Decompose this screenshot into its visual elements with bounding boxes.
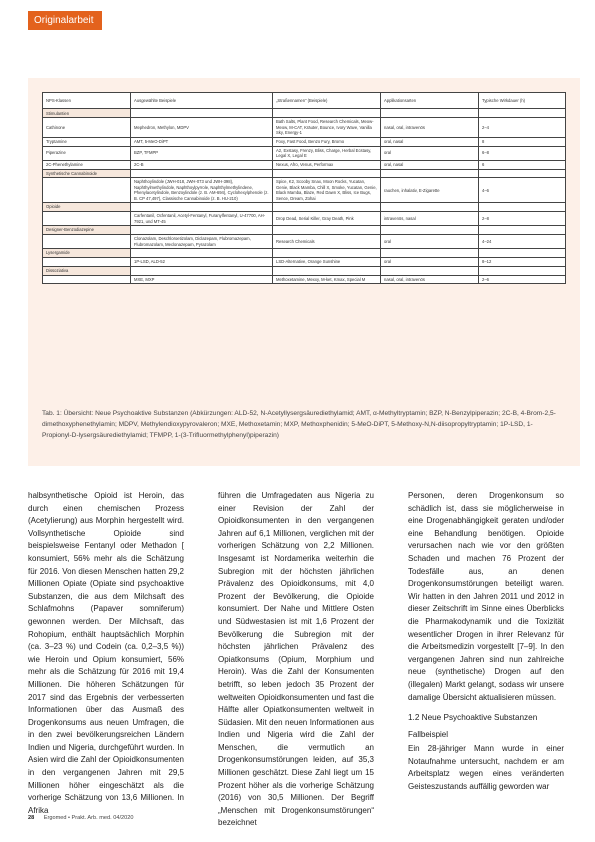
table-cell: Foxy, Fast Food, Benzo Fury, Bromo [273, 137, 381, 146]
table-cell: Nexus, Afro, Venus, Performax [273, 160, 381, 169]
table-cell: Tryptamine [43, 137, 131, 146]
table-row [43, 258, 566, 267]
empty-cell [273, 169, 381, 178]
table-cell: 2C-B [131, 160, 273, 169]
empty-cell [131, 203, 273, 212]
empty-cell [273, 249, 381, 258]
table-category-row [43, 203, 566, 212]
table-cell: nasal, oral, intravenös [381, 118, 479, 138]
table-cell: Methoxetamine, Mexxy, M-ket, Kmax, Special M [273, 275, 381, 284]
table-cell: 6–8 [479, 146, 566, 160]
column-2-text: führen die Umfragedaten aus Nigeria zu einer Revision der Zahl der Opioidkonsumenten in den vergangenen Jahren auf 6,1 Millionen, verglichen mit der vorherigen Schätzung von 2,2 Millionen. Insgesamt ist Nordamerika weiterhin die Subregion mit der höchsten jährlichen Prävalenz des Opioidkonsums, mit 4,0 Prozent der Bevölkerung, die Opioide konsumiert. Der Nahe und Mittlere Osten und Südwestasien ist mit 1,6 Prozent der Bevölkerung die Subregion mit der höchsten jährlichen Prävalenz des Opiatkonsums (Opium, Morphium und Heroin). Was die Zahl der Konsumenten betrifft, so leben jedoch 35 Prozent der weltweiten Opioidkonsumenten und fast die Hälfte aller Opiatkonsumenten weltweit in Südasien. Mit den neuen Informationen aus Indien und Nigeria wird die Zahl der Menschen, die vermutlich an Drogenkonsumstörungen leiden, auf 35,3 Millionen geschätzt. Diese Zahl liegt um 15 Prozent höher als die vorherige Schätzung (2016) von 30,5 Millionen. Der Begriff „Menschen mit Drogenkonsumstörungen“ bezeichnet [218, 491, 374, 828]
section-heading: 1.2 Neue Psychoaktive Substanzen [408, 713, 538, 723]
empty-cell [131, 249, 273, 258]
table-cell: Mephedron, Methylon, MDPV [131, 118, 273, 138]
empty-cell [273, 266, 381, 275]
table-row [43, 178, 566, 203]
table-cell: 8 [479, 137, 566, 146]
table-row [43, 118, 566, 138]
table-cell: rauchen, inhalativ, E-Zigarette [381, 178, 479, 203]
table-cell: 8–12 [479, 258, 566, 267]
table-cell: Piperazine [43, 146, 131, 160]
table-cell: intravenös, nasal [381, 212, 479, 226]
header-duration: Typische Wirkdauer (h) [479, 93, 566, 109]
table-cell: 4–24 [479, 235, 566, 249]
table-cell: BZP, TFMPP [131, 146, 273, 160]
table-cell: Drop Dead, Serial Killer, Gray Death, Pink [273, 212, 381, 226]
table-row [43, 146, 566, 160]
empty-cell [479, 203, 566, 212]
table-caption: Tab. 1: Übersicht: Neue Psychoaktive Substanzen (Abkürzungen: ALD-52, N-Acetyllysergsäurediethylamid; AMT, α-Methyltryptamin; BZP, N-Benzylpiperazin; 2C-B, 4-Brom-2,5-dimethoxyphenethylamin; MDPV, Methylendioxypyrovaleron; MXE, Methoxetamin; MXP, Methoxphenidin; 5-MeO-DiPT, 5-Methoxy-N,N-diisopropyltryptamin; 1P-LSD, 1-Propionyl-D-lysergsäurediethylamid; TFMPP, 1-(3-Trifluormethylphenyl)piperazin) [42, 410, 556, 440]
header-application: Applikationsarten [381, 93, 479, 109]
table-cell: 6 [479, 160, 566, 169]
table-category-row [43, 109, 566, 118]
nps-table [42, 92, 566, 284]
text-column-1 [28, 490, 184, 817]
table-cell: A2, Exstasy, Frenzy, Bliss, Charge, Herbal Ecstasy, Legal X, Legal E [273, 146, 381, 160]
table-cell [43, 258, 131, 267]
empty-cell [381, 203, 479, 212]
empty-cell [381, 249, 479, 258]
table-cell: 2–4 [479, 118, 566, 138]
page-footer [28, 815, 133, 821]
empty-cell [381, 266, 479, 275]
table-cell: AMT, 5-MeO-DiPT [131, 137, 273, 146]
table-cell: 1P-LSD, ALD-52 [131, 258, 273, 267]
header-street-names: „Straßennamen“ (Beispiele) [273, 93, 381, 109]
empty-cell [381, 169, 479, 178]
table-cell: nasal, oral, intravenös [381, 275, 479, 284]
table-cell: Cathinone [43, 118, 131, 138]
table-cell: Bath Salts, Plant Food, Research Chemicals, Meow-Meow, M-CAT, Kräuter, Bounce, Ivory Wave, Vanilla Sky, Energy-1 [273, 118, 381, 138]
table-cell: oral [381, 235, 479, 249]
empty-cell [131, 226, 273, 235]
empty-cell [381, 109, 479, 118]
category-cell: Opioide [43, 203, 131, 212]
category-cell: Stimulantien [43, 109, 131, 118]
category-cell: Dissoziativa [43, 266, 131, 275]
empty-cell [381, 226, 479, 235]
empty-cell [131, 266, 273, 275]
table-cell: Clonazolam, Deschloroetizolam, Diclazepam, Flubromazepam, Flubromazolam, Meclonazepam, Pyrazolam [131, 235, 273, 249]
table-cell: LSD-Alternative, Orange Sunshine [273, 258, 381, 267]
empty-cell [131, 169, 273, 178]
table-row [43, 235, 566, 249]
case-subheading: Fallbeispiel [408, 729, 449, 739]
table-cell: 2–6 [479, 275, 566, 284]
table-header-row [43, 93, 566, 109]
header-examples: Ausgewählte Beispiele [131, 93, 273, 109]
table-cell: oral, nasal [381, 160, 479, 169]
journal-name: Ergomed • Prakt. Arb. med. 04/2020 [43, 815, 134, 821]
empty-cell [479, 109, 566, 118]
empty-cell [479, 226, 566, 235]
table-cell: 4–6 [479, 178, 566, 203]
section-tag: Originalarbeit [28, 11, 102, 30]
table-category-row [43, 169, 566, 178]
table-cell: oral, nasal [381, 137, 479, 146]
table-row [43, 275, 566, 284]
empty-cell [131, 109, 273, 118]
empty-cell [273, 109, 381, 118]
table-cell [43, 178, 131, 203]
empty-cell [479, 169, 566, 178]
table-cell: Naphthoylindole (JWH-018, JWH-073 und JWH-398), Naphthylmethylindole, Naphthoylpyrrole, Naphthylmethylindene, Phenylacetylindole, Benzoylindole (z. B. AM-694), Cyclohexylphenole (z. B. CP 47,497), Classische Cannabinoide (z. B. HU-210) [131, 178, 273, 203]
empty-cell [479, 266, 566, 275]
table-cell [43, 275, 131, 284]
table-cell: Carfentanil, Ocfentanil, Acetyl-Fentanyl, Furanylfentanyl, U-47700, AH-7921, und MT-45 [131, 212, 273, 226]
table-row [43, 212, 566, 226]
category-cell: Designer-Benzodiazepine [43, 226, 131, 235]
text-column-2 [218, 490, 374, 830]
table-cell [43, 235, 131, 249]
category-cell: Synthetische Cannabinoide [43, 169, 131, 178]
empty-cell [273, 203, 381, 212]
table-cell: Spice, K2, Scooby Snax, Moon Rocks, Yucatan, Genie, Black Mamba, Chill X, Smoke, Yucatan, Genie, Black Mamba, Blaze, Red Dawn X, Bliss, Ice Bugs, Sence, Dream, Zohai [273, 178, 381, 203]
table-cell: oral [381, 258, 479, 267]
table-row [43, 137, 566, 146]
column-3-text: Personen, deren Drogenkonsum so schädlich ist, dass sie möglicherweise in eine Drogenabhängigkeit geraten und/oder eine Behandlung benötigen. Opioide verursachen nach wie vor den größten Schaden und machen 76 Prozent der Todesfälle aus, an denen Drogenkonsumstörungen beteiligt waren. Wir hatten in den Jahren 2011 und 2012 in dieser Zeitschrift im Sinne eines Überblicks die Pharmakodynamik und die Toxizität wesentlicher Drogen in ihrer Relevanz für die Arbeitsmedizin vorgestellt [7–9]. In den vergangenen Jahren sind nun zahlreiche neue (synthetische) Drogen auf den (illegalen) Markt gelangt, sodass wir unsere damalige Übersicht aktualisieren müssen. [408, 491, 564, 702]
category-cell: Lysergamide [43, 249, 131, 258]
table-category-row [43, 249, 566, 258]
column-1-text: halbsynthetische Opioid ist Heroin, das durch einen chemischen Prozess (Acetylierung) aus Morphin hergestellt wird. Vollsynthetische Opioide sind beispielsweise Fentanyl oder Methadon [ konsumiert, 56% mehr als die Schätzung für 2016. Von diesen Menschen hatten 29,2 Millionen Opiate (Opiate sind psychoaktive Substanzen, die aus dem Milchsaft des Schlafmohns (Papaver somniferum) gewonnen werden. Der Milchsaft, das Rohopium, enthält hauptsächlich Morphin (ca. 3–23 %) und Codein (ca. 0,2–3,5 %)) wie Heroin und Opium konsumiert, 56% mehr als die Schätzung für 2016 mit 19,4 Millionen. Die höheren Schätzungen für 2017 sind das Ergebnis der verbesserten Informationen über das Ausmaß des Drogenkonsums aus neuen Umfragen, die in den zwei bevölkerungsreichen Ländern Indien und Nigeria, durchgeführt wurden. In Asien wird die Zahl der Opioidkonsumenten in den vergangenen Jahren mit 29,5 Millionen höher eingeschätzt als die vorherige Schätzung von 13,6 Millionen. In Afrika [28, 491, 184, 815]
table-cell: 2C-Phenethylamine [43, 160, 131, 169]
empty-cell [273, 226, 381, 235]
text-column-3 [408, 490, 564, 794]
column-3-tail-text: Ein 28-jähriger Mann wurde in einer Notaufnahme untersucht, nachdem er am Arbeitsplatz wegen eines veränderten Geisteszustands auffällig geworden war [408, 744, 564, 792]
table-cell: oral [381, 146, 479, 160]
page-number: 28 [28, 815, 35, 821]
table-body [43, 109, 566, 284]
table-cell: Research Chemicals [273, 235, 381, 249]
header-class: NPS-Klassen [43, 93, 131, 109]
empty-cell [479, 249, 566, 258]
table-category-row [43, 226, 566, 235]
table-cell [43, 212, 131, 226]
table-cell: MXE, MXP [131, 275, 273, 284]
table-category-row [43, 266, 566, 275]
table-row [43, 160, 566, 169]
table-cell: 2–8 [479, 212, 566, 226]
